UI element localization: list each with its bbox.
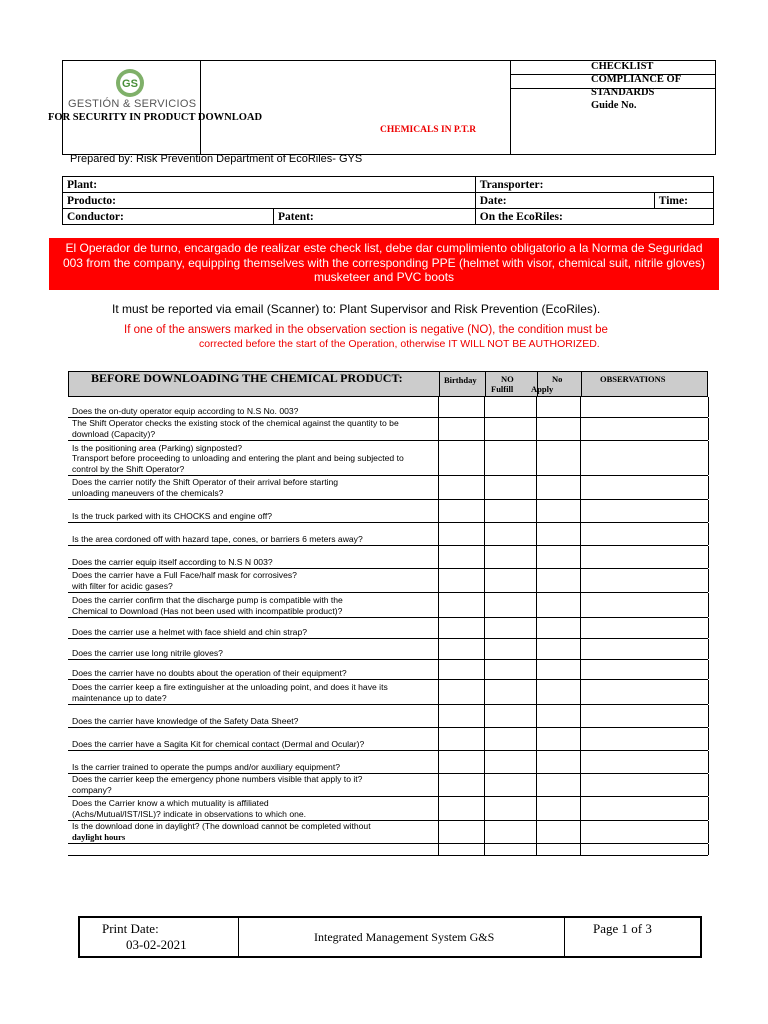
row-end <box>708 418 709 440</box>
checklist-row <box>68 774 708 797</box>
row-end <box>708 593 709 617</box>
observations-cell[interactable] <box>580 441 581 475</box>
banner-line-3: musketeer and PVC boots <box>313 270 455 284</box>
system-cell <box>240 918 565 956</box>
report-instruction: It must be reported via email (Scanner) to: Plant Supervisor and Risk Prevention (EcoRiles). <box>112 302 601 316</box>
no-apply-cell[interactable] <box>536 500 537 522</box>
checklist-question <box>72 570 434 591</box>
row-end <box>708 821 709 843</box>
birthday-cell[interactable] <box>438 441 439 475</box>
col-no-apply-header-2: Apply <box>531 384 554 394</box>
standards-label: STANDARDS <box>591 87 655 98</box>
question-line: Does the carrier notify the Shift Operator of their arrival before starting <box>72 477 339 487</box>
observations-cell[interactable] <box>580 797 581 820</box>
no-apply-cell[interactable] <box>536 441 537 475</box>
no-apply-cell[interactable] <box>536 618 537 638</box>
no-apply-cell[interactable] <box>536 418 537 440</box>
row-end <box>708 523 709 545</box>
no-apply-cell[interactable] <box>536 705 537 727</box>
no-apply-cell[interactable] <box>536 476 537 499</box>
row-end <box>708 546 709 568</box>
no-apply-cell[interactable] <box>536 774 537 796</box>
no-apply-cell[interactable] <box>536 569 537 592</box>
checklist-question <box>72 798 434 819</box>
row-end <box>708 500 709 522</box>
col-no-fulfill-header-1: NO <box>501 374 514 384</box>
question-line: Does the carrier equip itself according to N.S N 003? <box>72 556 273 567</box>
no-fulfill-cell[interactable] <box>484 569 485 592</box>
question-line: Does the carrier keep a fire extinguisher at the unloading point, and does it have its <box>72 682 388 692</box>
question-line: Does the carrier confirm that the discharge pump is compatible with the <box>72 595 343 605</box>
checklist-question <box>72 821 434 842</box>
observations-cell[interactable] <box>580 546 581 568</box>
no-apply-cell[interactable] <box>536 397 537 417</box>
observations-cell[interactable] <box>580 774 581 796</box>
svg-text:GS: GS <box>122 78 138 90</box>
no-fulfill-cell[interactable] <box>484 680 485 704</box>
plant-field[interactable]: Plant: <box>63 177 476 193</box>
ecoriles-field[interactable]: On the EcoRiles: <box>475 209 713 225</box>
birthday-cell[interactable] <box>438 728 439 750</box>
observations-cell[interactable] <box>580 500 581 522</box>
company-logo-text: GESTIÓN & SERVICIOS <box>68 98 197 110</box>
no-fulfill-cell[interactable] <box>484 660 485 679</box>
birthday-cell[interactable] <box>438 660 439 679</box>
checklist-table <box>68 371 708 856</box>
no-fulfill-cell[interactable] <box>484 523 485 545</box>
question-line: Does the carrier have knowledge of the Safety Data Sheet? <box>72 715 299 726</box>
header-title-cell <box>200 60 511 155</box>
print-date-cell <box>80 918 239 956</box>
row-end <box>708 844 709 855</box>
checklist-question <box>72 627 434 638</box>
question-line: Does the carrier have no doubts about the operation of their equipment? <box>72 667 347 678</box>
birthday-cell[interactable] <box>438 523 439 545</box>
checklist-question <box>72 668 434 679</box>
checklist-row <box>68 523 708 546</box>
question-line: Does the carrier keep the emergency phone numbers visible that apply to it? <box>72 774 363 784</box>
birthday-cell[interactable] <box>438 618 439 638</box>
management-system-name: Integrated Management System G&S <box>314 930 495 944</box>
question-line: with filter for acidic gases? <box>72 580 173 591</box>
guide-number-label: Guide No. <box>591 100 637 111</box>
observations-cell[interactable] <box>580 705 581 727</box>
row-end <box>708 441 709 475</box>
no-apply-cell[interactable] <box>536 751 537 773</box>
checklist-header-row <box>68 371 708 397</box>
no-fulfill-cell[interactable] <box>484 751 485 773</box>
question-line: Does the Carrier know a which mutuality is affiliated <box>72 798 269 808</box>
checklist-row <box>68 618 708 639</box>
question-line: download (Capacity)? <box>72 428 156 439</box>
observations-cell[interactable] <box>580 844 581 855</box>
checklist-question <box>72 595 434 616</box>
checklist-row <box>68 593 708 618</box>
checklist-row <box>68 569 708 593</box>
question-line: Is the area cordoned off with hazard tape, cones, or barriers 6 meters away? <box>72 533 363 544</box>
page-number: Page 1 of 3 <box>593 921 652 936</box>
birthday-cell[interactable] <box>438 797 439 820</box>
col-observations-header: OBSERVATIONS <box>600 374 666 384</box>
checklist-row <box>68 728 708 751</box>
no-apply-cell[interactable] <box>536 546 537 568</box>
checklist-question <box>72 443 434 475</box>
birthday-cell[interactable] <box>438 500 439 522</box>
checklist-question <box>72 477 434 498</box>
no-apply-cell[interactable] <box>536 728 537 750</box>
row-end <box>708 705 709 727</box>
question-line: Is the download done in daylight? (The download cannot be completed without <box>72 821 371 831</box>
no-fulfill-cell[interactable] <box>484 441 485 475</box>
time-field[interactable]: Time: <box>654 193 713 209</box>
checklist-row <box>68 705 708 728</box>
birthday-cell[interactable] <box>438 844 439 855</box>
row-end <box>708 728 709 750</box>
col-no-fulfill-header-2: Fulfill <box>491 384 514 394</box>
observations-cell[interactable] <box>580 821 581 843</box>
no-fulfill-cell[interactable] <box>484 821 485 843</box>
birthday-cell[interactable] <box>438 397 439 417</box>
question-line: unloading maneuvers of the chemicals? <box>72 487 224 498</box>
observations-cell[interactable] <box>580 751 581 773</box>
birthday-cell[interactable] <box>438 680 439 704</box>
no-fulfill-cell[interactable] <box>484 705 485 727</box>
checklist-question <box>72 774 434 795</box>
checklist-row <box>68 441 708 476</box>
print-date-value: 03-02-2021 <box>126 937 187 952</box>
col-birthday-header: Birthday <box>444 375 477 385</box>
print-date-label: Print Date: <box>102 921 159 936</box>
checklist-question <box>72 511 434 522</box>
birthday-cell[interactable] <box>438 705 439 727</box>
checklist-question <box>72 648 434 659</box>
question-line: Does the carrier have a Full Face/half mask for corrosives? <box>72 570 297 580</box>
no-fulfill-cell[interactable] <box>484 476 485 499</box>
birthday-cell[interactable] <box>438 639 439 659</box>
question-line: Does the carrier use long nitrile gloves? <box>72 647 223 658</box>
checklist-row <box>68 821 708 844</box>
birthday-cell[interactable] <box>438 569 439 592</box>
page-number-cell <box>566 918 700 956</box>
question-line: Does the on-duty operator equip according to N.S No. 003? <box>72 405 299 416</box>
observations-cell[interactable] <box>580 397 581 417</box>
birthday-cell[interactable] <box>438 821 439 843</box>
row-end <box>708 639 709 659</box>
birthday-cell[interactable] <box>438 418 439 440</box>
date-field[interactable]: Date: <box>475 193 654 209</box>
no-apply-cell[interactable] <box>536 844 537 855</box>
question-line: (Achs/Mutual/IST/ISL)? indicate in observations to which one. <box>72 808 307 819</box>
row-end <box>708 476 709 499</box>
no-fulfill-cell[interactable] <box>484 639 485 659</box>
checklist-row <box>68 639 708 660</box>
question-line: Chemical to Download (Has not been used with incompatible product)? <box>72 605 343 616</box>
no-apply-cell[interactable] <box>536 593 537 617</box>
observations-cell[interactable] <box>580 523 581 545</box>
birthday-cell[interactable] <box>438 546 439 568</box>
checklist-row <box>68 476 708 500</box>
document-subtitle: CHEMICALS IN P.T.R <box>380 125 477 135</box>
question-line: company? <box>72 784 112 795</box>
question-line: Does the carrier have a Sagita Kit for chemical contact (Dermal and Ocular)? <box>72 738 365 749</box>
checklist-question <box>72 557 434 568</box>
checklist-title: BEFORE DOWNLOADING THE CHEMICAL PRODUCT: <box>91 371 403 385</box>
no-fulfill-cell[interactable] <box>484 797 485 820</box>
checklist-row <box>68 680 708 705</box>
row-end <box>708 397 709 417</box>
birthday-cell[interactable] <box>438 476 439 499</box>
checklist-label: CHECKLIST <box>591 61 654 72</box>
question-line: Is the truck parked with its CHOCKS and engine off? <box>72 510 272 521</box>
no-apply-cell[interactable] <box>536 523 537 545</box>
checklist-question <box>72 418 434 439</box>
observations-cell[interactable] <box>580 418 581 440</box>
checklist-row <box>68 844 708 856</box>
no-apply-cell[interactable] <box>536 639 537 659</box>
observations-cell[interactable] <box>580 618 581 638</box>
no-apply-cell[interactable] <box>536 660 537 679</box>
no-fulfill-cell[interactable] <box>484 546 485 568</box>
no-apply-cell[interactable] <box>536 821 537 843</box>
checklist-row <box>68 797 708 821</box>
no-fulfill-cell[interactable] <box>484 774 485 796</box>
safety-notice-banner <box>49 238 719 290</box>
checklist-question <box>72 406 434 417</box>
no-fulfill-cell[interactable] <box>484 418 485 440</box>
checklist-row <box>68 418 708 441</box>
patent-field[interactable]: Patent: <box>274 209 476 225</box>
col-no-apply-header-1: No <box>552 374 563 384</box>
warning-line-1: If one of the answers marked in the observation section is negative (NO), the condition must be <box>124 324 608 336</box>
checklist-row <box>68 397 708 418</box>
checklist-row <box>68 660 708 680</box>
document-title: FOR SECURITY IN PRODUCT DOWNLOAD <box>48 112 263 123</box>
checklist-question <box>72 762 434 773</box>
question-line: Is the positioning area (Parking) signposted? <box>72 442 243 453</box>
row-end <box>708 680 709 704</box>
no-fulfill-cell[interactable] <box>484 618 485 638</box>
no-fulfill-cell[interactable] <box>484 593 485 617</box>
conductor-field[interactable]: Conductor: <box>63 209 274 225</box>
question-line: Is the carrier trained to operate the pumps and/or auxiliary equipment? <box>72 761 340 772</box>
observations-cell[interactable] <box>580 728 581 750</box>
banner-line-1: El Operador de turno, encargado de realizar este check list, debe dar cumplimiento obligatorio a la Norma de Seguridad <box>65 241 703 255</box>
observations-cell[interactable] <box>580 593 581 617</box>
birthday-cell[interactable] <box>438 593 439 617</box>
row-end <box>708 618 709 638</box>
question-line: maintenance up to date? <box>72 692 167 703</box>
no-fulfill-cell[interactable] <box>484 728 485 750</box>
birthday-cell[interactable] <box>438 751 439 773</box>
row-end <box>708 751 709 773</box>
producto-field[interactable]: Producto: <box>63 193 476 209</box>
page-footer <box>78 916 702 958</box>
observations-cell[interactable] <box>580 639 581 659</box>
question-line: Transport before proceeding to unloading and entering the plant and being subjected to <box>72 453 404 463</box>
birthday-cell[interactable] <box>438 774 439 796</box>
row-end <box>708 774 709 796</box>
prepared-by: Prepared by: Risk Prevention Department of EcoRiles- GYS <box>70 153 363 165</box>
no-apply-cell[interactable] <box>536 680 537 704</box>
row-end <box>708 660 709 679</box>
no-apply-cell[interactable] <box>536 797 537 820</box>
question-line: control by the Shift Operator? <box>72 463 185 474</box>
checklist-row <box>68 751 708 774</box>
checklist-question <box>72 682 434 703</box>
question-line: daylight hours <box>72 831 126 842</box>
no-fulfill-cell[interactable] <box>484 844 485 855</box>
observations-cell[interactable] <box>580 660 581 679</box>
checklist-question <box>72 716 434 727</box>
question-line: Does the carrier use a helmet with face shield and chin strap? <box>72 626 308 637</box>
no-fulfill-cell[interactable] <box>484 397 485 417</box>
banner-line-2: 003 from the company, equipping themselves with the corresponding PPE (helmet with visor, chemical suit, nitrile gloves) <box>62 255 706 270</box>
checklist-row <box>68 500 708 523</box>
observations-cell[interactable] <box>580 476 581 499</box>
checklist-row <box>68 546 708 569</box>
transporter-field[interactable]: Transporter: <box>475 177 713 193</box>
no-fulfill-cell[interactable] <box>484 500 485 522</box>
warning-line-2: corrected before the start of the Operation, otherwise IT WILL NOT BE AUTHORIZED. <box>199 338 600 350</box>
observations-cell[interactable] <box>580 680 581 704</box>
checklist-body <box>68 397 708 856</box>
question-line: The Shift Operator checks the existing stock of the chemical against the quantity to be <box>72 418 399 428</box>
transport-info-table <box>62 176 714 225</box>
compliance-label: COMPLIANCE OF <box>591 74 682 85</box>
checklist-question <box>72 534 434 545</box>
checklist-question <box>72 739 434 750</box>
row-end <box>708 797 709 820</box>
observations-cell[interactable] <box>580 569 581 592</box>
row-end <box>708 569 709 592</box>
company-logo-icon <box>115 68 145 98</box>
